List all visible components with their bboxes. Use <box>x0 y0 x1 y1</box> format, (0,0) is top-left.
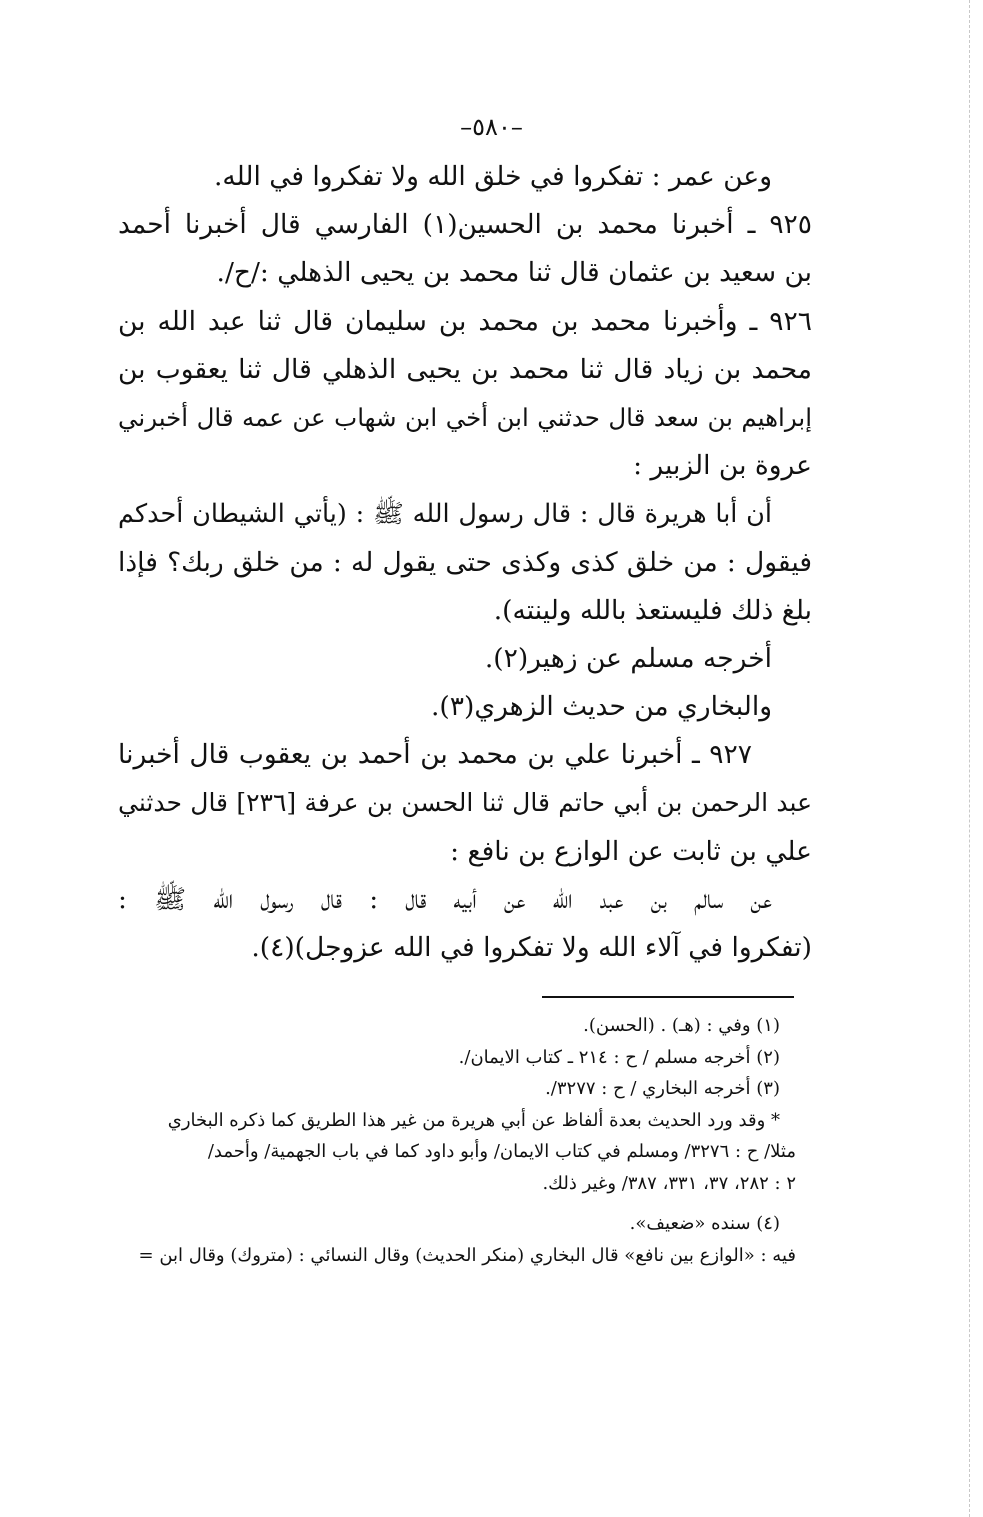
text-line: بلغ ذلك فليستعذ بالله ولينته). <box>493 594 812 626</box>
text-line: ٩٢٦ ـ وأخبرنا محمد بن محمد بن سليمان قال ثنا عبد الله بن <box>118 305 812 337</box>
footnote-line: (٤) سنده «ضعيف». <box>629 1213 780 1234</box>
footnote-line: (١) وفي : (هـ) . (الحسن). <box>583 1015 780 1036</box>
text-line: ٩٢٥ ـ أخبرنا محمد بن الحسين(١) الفارسي قال أخبرنا أحمد <box>118 209 813 241</box>
page-edge-line <box>969 0 970 1517</box>
footnote-line: ٢ : ٢٨٢، ٣٧، ٣٣١، ٣٨٧/ وغير ذلك. <box>542 1172 796 1194</box>
text-line: وعن عمر : تفكروا في خلق الله ولا تفكروا في الله. <box>213 161 772 192</box>
text-line: محمد بن زياد قال ثنا محمد بن يحيى الذهلي قال ثنا يعقوب بن <box>118 353 812 385</box>
footnote-line: * وقد ورد الحديث بعدة ألفاظ عن أبي هريرة من غير هذا الطريق كما ذكره البخاري <box>167 1109 780 1131</box>
text-line: عبد الرحمن بن أبي حاتم قال ثنا الحسن بن عرفة [٢٣٦] قال حدثني <box>118 788 812 818</box>
page-number: –٥٨٠– <box>460 113 523 141</box>
text-line: فيقول : من خلق كذى وكذى حتى يقول له : من خلق ربك؟ فإذا <box>118 546 812 578</box>
text-line: علي بن ثابت عن الوازع بن نافع : <box>450 835 812 867</box>
text-line: بن سعيد بن عثمان قال ثنا محمد بن يحيى الذهلي :/ح/. <box>216 257 812 289</box>
text-line: عن سالم بن عبد الله عن أبيه قال : قال رسول الله ﷺ : <box>118 883 772 915</box>
text-line: والبخاري من حديث الزهري(٣). <box>430 691 772 723</box>
footnote-separator <box>542 996 794 998</box>
text-line: إبراهيم بن سعد قال حدثني ابن أخي ابن شهاب عن عمه قال أخبرني <box>118 402 812 432</box>
text-line: أن أبا هريرة قال : قال رسول الله ﷺ : (يأتي الشيطان أحدكم <box>118 499 772 530</box>
main-text <box>118 153 812 972</box>
footnotes <box>96 1010 796 1271</box>
text-line: عروة بن الزبير : <box>633 450 812 482</box>
footnote-line: مثلا/ ح : ٣٢٧٦/ ومسلم في كتاب الايمان/ وأبو داود كما في باب الجهمية/ وأحمد/ <box>207 1141 796 1162</box>
text-line: (تفكروا في آلاء الله ولا تفكروا في الله عزوجل)(٤). <box>251 932 812 963</box>
text-line: أخرجه مسلم عن زهير(٢). <box>484 642 772 674</box>
footnote-line: (٢) أخرجه مسلم / ح : ٢١٤ ـ كتاب الايمان/. <box>458 1046 780 1068</box>
text-line: ٩٢٧ ـ أخبرنا علي بن محمد بن أحمد بن يعقوب قال أخبرنا <box>118 739 752 771</box>
footnote-line: فيه : «الوازع بين نافع» قال البخاري (منكر الحديث) وقال النسائي : (متروك) وقال ابن = <box>138 1244 796 1266</box>
footnote-line: (٣) أخرجه البخاري / ح : ٣٢٧٧/. <box>545 1078 780 1099</box>
